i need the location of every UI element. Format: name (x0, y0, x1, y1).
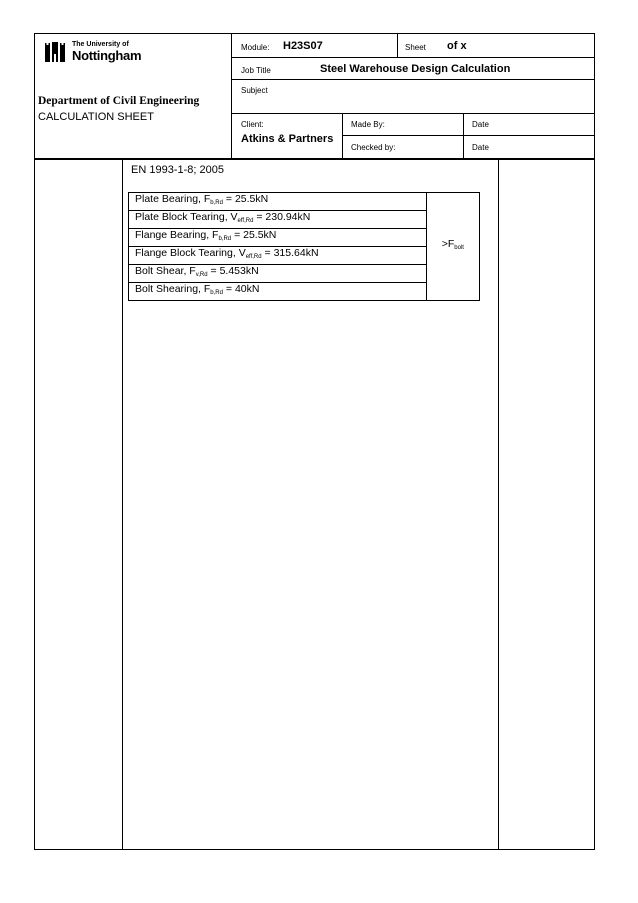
client-label: Client: (241, 120, 264, 129)
code-reference: EN 1993-1-8; 2005 (131, 164, 224, 176)
castle-crest-icon (44, 41, 66, 63)
result-cell: Flange Bearing, $F_{b,Rd} = 25.5kN$ (129, 229, 427, 247)
job-title-label: Job Title (241, 66, 271, 75)
subject-label: Subject (241, 86, 268, 95)
result-cell: Plate Bearing, $F_{b,Rd} = 25.5kN$ (129, 193, 427, 211)
logo-line-2: Nottingham (72, 48, 142, 63)
body-right-margin-line (498, 159, 499, 850)
module-value: H23S07 (283, 40, 323, 52)
module-sheet-divider (397, 33, 398, 57)
header-row-line-4 (342, 135, 595, 136)
capacity-results-table (128, 192, 480, 301)
result-cell: Plate Block Tearing, $V_{eff,Rd} = 230.94kN$ (129, 211, 427, 229)
comparison-cell: $>F_{bolt}$ (426, 193, 479, 301)
logo-line-1: The University of (72, 41, 129, 48)
header-row-line-3 (231, 113, 595, 114)
sheet-value: of x (447, 40, 467, 52)
department-name: Department of Civil Engineering (38, 95, 200, 107)
date-divider (463, 113, 464, 159)
header-row-line-1 (231, 57, 595, 58)
calculation-sheet-frame (34, 33, 595, 850)
sheet-label: Sheet (405, 43, 426, 52)
sheet-type: CALCULATION SHEET (38, 111, 154, 123)
checked-by-label: Checked by: (351, 143, 396, 152)
date-label-checked: Date (472, 143, 489, 152)
result-cell: Bolt Shear, $F_{v,Rd} = 5.453kN$ (129, 265, 427, 283)
module-label: Module: (241, 43, 270, 52)
client-value: Atkins & Partners (241, 133, 334, 145)
university-logo (44, 40, 154, 66)
header-row-line-2 (231, 79, 595, 80)
client-divider (342, 113, 343, 159)
result-cell: Flange Block Tearing, $V_{eff,Rd} = 315.64kN$ (129, 247, 427, 265)
body-left-margin-line (122, 159, 123, 850)
date-label-made: Date (472, 120, 489, 129)
job-title-value: Steel Warehouse Design Calculation (320, 63, 511, 75)
table-row (129, 193, 480, 211)
header-left-divider (231, 33, 232, 159)
header-bottom-line (34, 158, 595, 160)
result-cell: Bolt Shearing, $F_{b,Rd} = 40kN$ (129, 283, 427, 301)
made-by-label: Made By: (351, 120, 385, 129)
